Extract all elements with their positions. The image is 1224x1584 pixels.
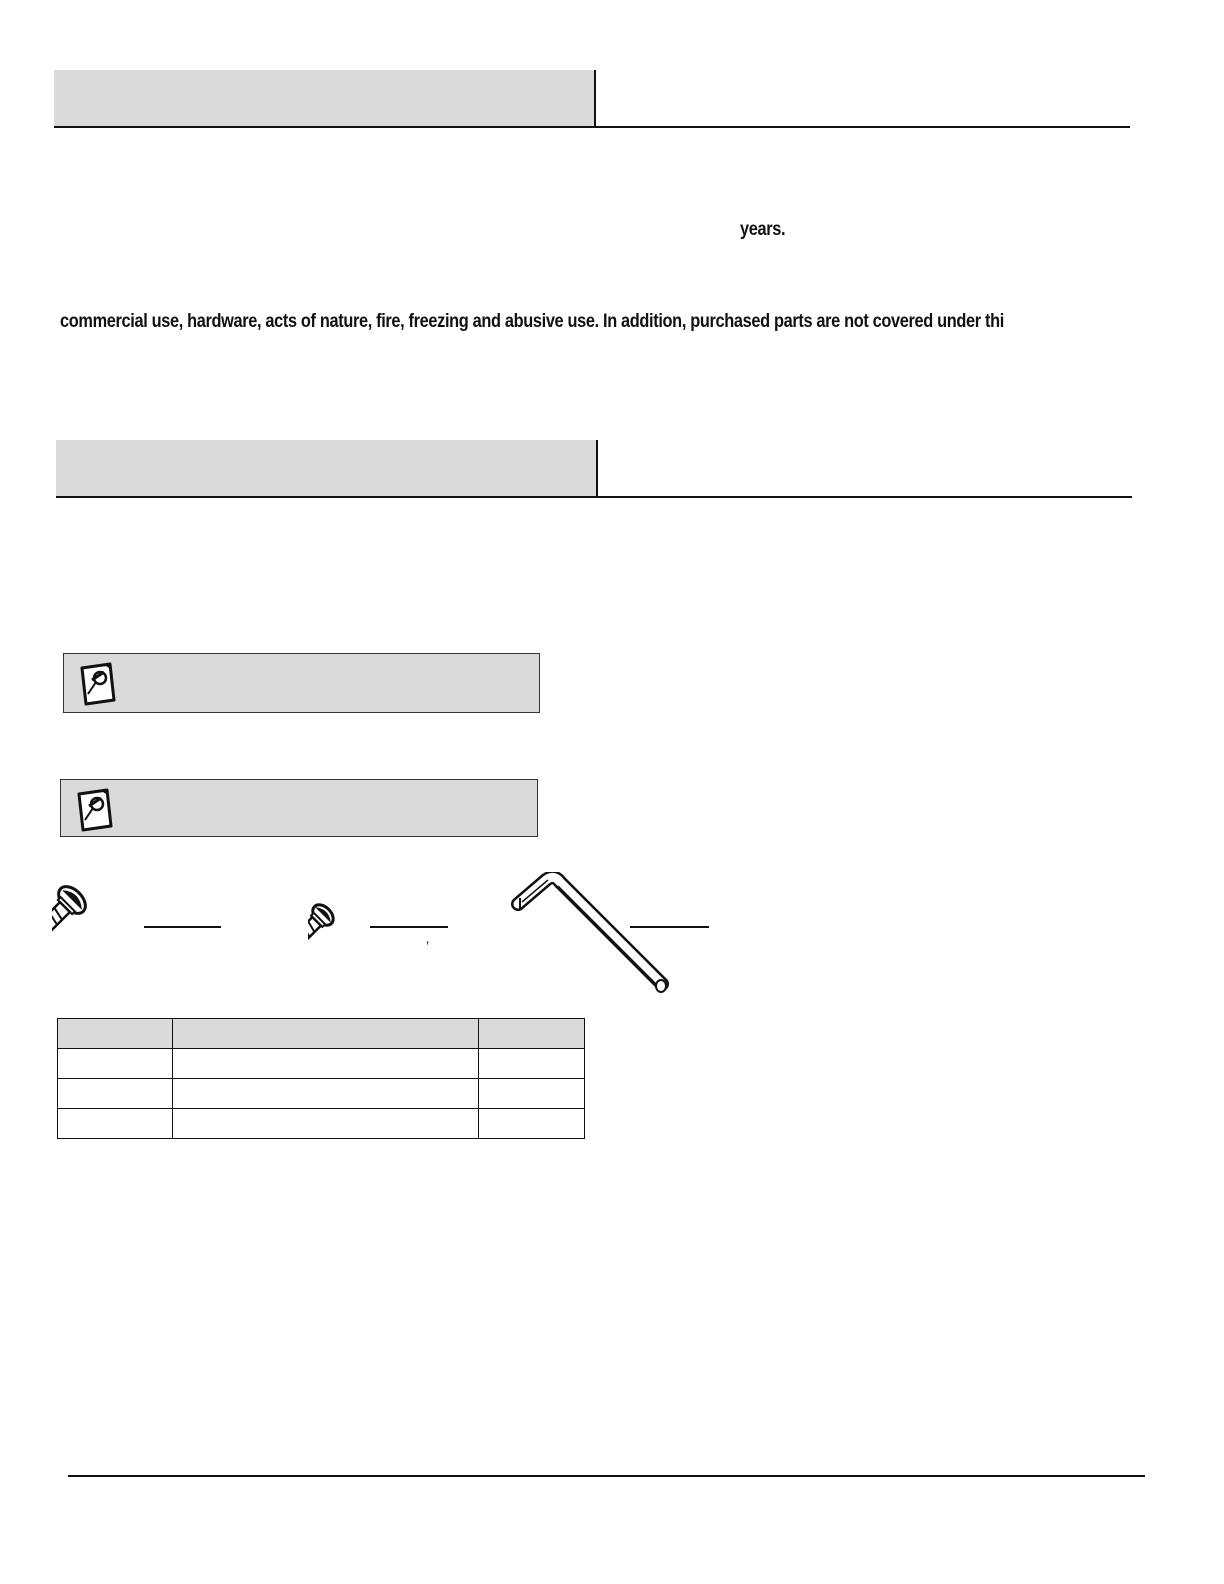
table-cell: [479, 1109, 585, 1139]
section-divider: [594, 70, 596, 127]
warranty-section-header: [54, 70, 1130, 126]
table-cell: [479, 1079, 585, 1109]
table-header-row: [58, 1019, 585, 1049]
short-screw-mark: ’: [426, 938, 430, 954]
section-title-bar: [56, 440, 597, 496]
short-screw-callout-line: [370, 926, 448, 928]
table-cell: [479, 1049, 585, 1079]
table-cell: [58, 1049, 173, 1079]
hardware-parts-table: [57, 1018, 585, 1139]
note-box-1: [63, 653, 540, 713]
package-contents-section-header: [56, 440, 1132, 496]
section-underline: [54, 126, 1130, 128]
long-bolt-callout-line: [144, 926, 221, 928]
table-cell: [58, 1109, 173, 1139]
short-screw-icon: [308, 900, 368, 960]
table-cell: [173, 1079, 479, 1109]
footer-rule: [68, 1475, 1145, 1477]
warranty-years-text: years.: [740, 219, 786, 240]
column-header-quantity: [479, 1019, 585, 1049]
column-header-description: [173, 1019, 479, 1049]
table-row: [58, 1049, 585, 1079]
table-cell: [58, 1079, 173, 1109]
column-header-part: [58, 1019, 173, 1049]
table-row: [58, 1079, 585, 1109]
section-title-bar: [54, 70, 595, 126]
long-bolt-icon: [52, 878, 156, 978]
warranty-exclusions-text: commercial use, hardware, acts of nature, fire, freezing and abusive use. In addition, purchased parts are not covered under thi: [60, 311, 1004, 332]
table-cell: [173, 1109, 479, 1139]
allen-wrench-callout-line: [630, 926, 709, 928]
note-box-2: [60, 779, 538, 837]
table-cell: [173, 1049, 479, 1079]
table-row: [58, 1109, 585, 1139]
note-pin-icon: [73, 786, 117, 832]
note-pin-icon: [76, 660, 120, 706]
section-divider: [596, 440, 598, 497]
allen-wrench-icon: [510, 872, 675, 1000]
section-underline: [56, 496, 1132, 498]
